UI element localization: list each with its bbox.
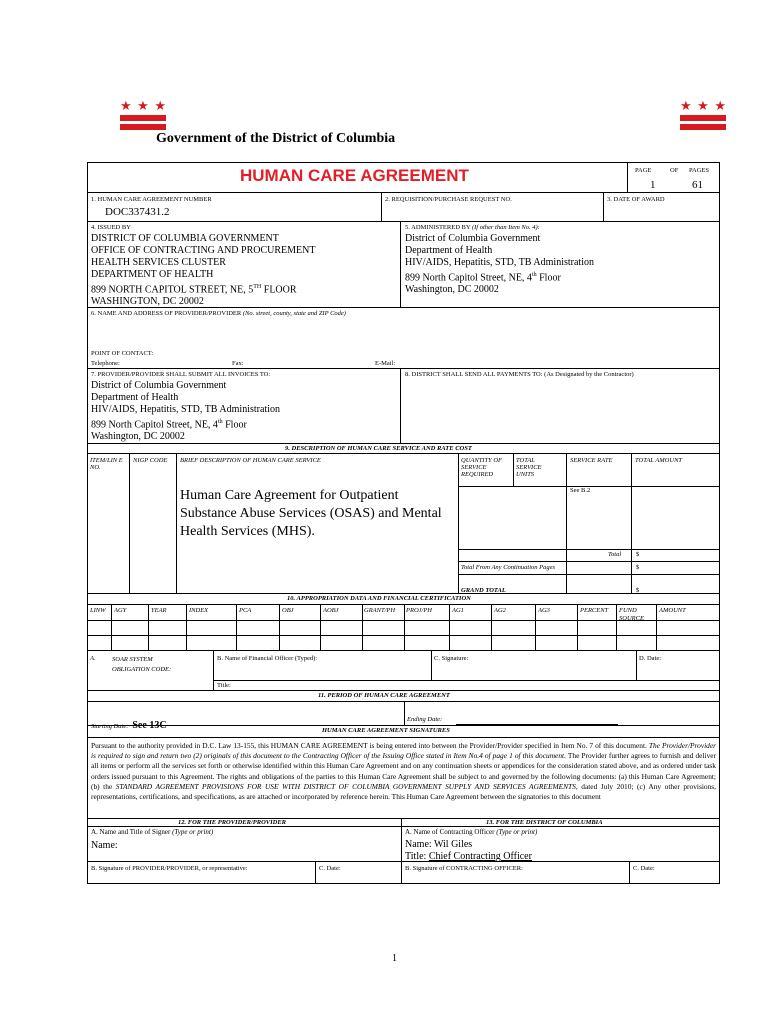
- continuation-label: Total From Any Continuation Pages: [461, 564, 556, 571]
- point-of-contact-label: POINT OF CONTACT:: [91, 350, 154, 357]
- section-11-title: 11. PERIOD OF HUMAN CARE AGREEMENT: [318, 692, 450, 699]
- col-quantity: QUANTITY OF SERVICE REQUIRED: [461, 457, 502, 478]
- form-title: HUMAN CARE AGREEMENT: [240, 166, 469, 185]
- ending-date-label: Ending Date:: [407, 716, 443, 723]
- page-label: PAGE: [635, 167, 652, 174]
- signatures-title: HUMAN CARE AGREEMENT SIGNATURES: [322, 727, 450, 734]
- field-2-label: 2. REQUISITION/PURCHASE REQUEST NO.: [385, 196, 512, 203]
- financial-title-label: Title:: [217, 682, 231, 689]
- provider-name-label: Name:: [91, 840, 118, 851]
- approp-col-linw: LINW: [90, 607, 106, 614]
- approp-col-fund-source: FUND SOURCE: [619, 607, 644, 622]
- contracting-officer-title: Title: Chief Contracting Officer: [405, 851, 532, 862]
- field-7-label: 7. PROVIDER/PROVIDER SHALL SUBMIT ALL INVOICES TO:: [91, 371, 271, 378]
- continuation-dollar: $: [636, 564, 640, 571]
- section-12-title: 12. FOR THE PROVIDER/PROVIDER: [178, 819, 286, 826]
- approp-col-year: YEAR: [151, 607, 167, 614]
- field-8-label: 8. DISTRICT SHALL SEND ALL PAYMENTS TO: (As Designated by the Contractor): [405, 371, 634, 378]
- starting-date: Starting Date: See 13C: [91, 720, 167, 731]
- soar-a-label: A.: [90, 655, 96, 662]
- approp-col-obj: OBJ: [282, 607, 294, 614]
- section-10-title: 10. APPROPRIATION DATA AND FINANCIAL CERTIFICATION: [287, 595, 471, 602]
- invoice-address-block: District of Columbia Government Department of Health HIV/AIDS, Hepatitis, STD, TB Administration 899 North Capitol Street, NE, 4th Floor Washington, DC 20002: [91, 380, 280, 443]
- grand-total-label: GRAND TOTAL: [461, 587, 506, 594]
- provider-signature-label: B. Signature of PROVIDER/PROVIDER, or representative:: [91, 865, 248, 872]
- provider-signer-label: A. Name and Title of Signer (Type or print): [91, 828, 214, 836]
- col-nigp-code: NIGP CODE: [133, 457, 168, 464]
- fax-label: Fax:: [232, 360, 244, 367]
- section-13-title: 13. FOR THE DISTRICT OF COLUMBIA: [486, 819, 603, 826]
- approp-col-ag1: AG1: [452, 607, 464, 614]
- approp-col-index: INDEX: [189, 607, 209, 614]
- dc-flag-left-icon: ★ ★ ★: [120, 100, 166, 136]
- col-total-amount: TOTAL AMOUNT: [635, 457, 683, 464]
- approp-col-percent: PERCENT: [580, 607, 609, 614]
- financial-date-label: D. Date:: [639, 655, 662, 662]
- field-3-label: 3. DATE OF AWARD: [607, 196, 665, 203]
- of-label: OF: [670, 167, 679, 174]
- col-total-units: TOTAL SERVICE UNITS: [516, 457, 542, 478]
- telephone-label: Telephone:: [91, 360, 120, 367]
- col-item-number: ITEM/LIN E NO.: [90, 457, 123, 471]
- email-label: E-Mail:: [375, 360, 396, 367]
- field-1-label: 1. HUMAN CARE AGREEMENT NUMBER: [91, 196, 212, 203]
- pages-total: 61: [692, 179, 703, 191]
- approp-col-amount: AMOUNT: [659, 607, 686, 614]
- approp-col-proj: PROJ/PH: [406, 607, 432, 614]
- approp-col-aobj: AOBJ: [323, 607, 339, 614]
- total-label: Total: [608, 551, 622, 558]
- authority-paragraph: Pursuant to the authority provided in D.C. Law 13-155, this HUMAN CARE AGREEMENT is being entered into between the Provider/Provider specified in Item No. 7 of this document. The Provider/Provider is required to sign and return two (2) originals of this document to the Contracting Officer of the Issuing Office stated in Item No.4 of page 1 of this document. The Provider further agrees to furnish and deliver all items or perform all the services set forth or otherwise identified within this Human Care Agreement and on any continuation sheets or appendices for the consideration stated above, and as ordered under task orders issued pursuant to this Agreement. The rights and obligations of the parties to this Human Care Agreement shall be subject to and governed by the following documents: (a) this Human Care Agreement; (b) the STANDARD AGREEMENT PROVISIONS FOR USE WITH DISTRICT OF COLUMBIA GOVERNMENT SUPPLY AND SERVICES AGREEMENTS, dated July 2010; (c) Any other provisions, representations, certifications, and specifications, as are attached or incorporated by reference herein. This Human Care Agreement between the signatories to this document: [91, 741, 717, 802]
- contracting-signature-label: B. Signature of CONTRACTING OFFICER:: [405, 865, 523, 872]
- footer-page-number: 1: [392, 953, 397, 964]
- grand-total-dollar: $: [636, 587, 640, 594]
- page-number: 1: [650, 179, 656, 191]
- service-rate-value: See B.2: [570, 487, 591, 494]
- financial-signature-label: C. Signature:: [434, 655, 469, 662]
- approp-col-agy: AGY: [114, 607, 127, 614]
- administered-by-block: District of Columbia Government Department of Health HIV/AIDS, Hepatitis, STD, TB Administration 899 North Capitol Street, NE, 4th Floor Washington, DC 20002: [405, 233, 594, 296]
- approp-col-grant: GRANT/PH: [364, 607, 396, 614]
- contracting-officer-label: A. Name of Contracting Officer (Type or print): [405, 828, 538, 836]
- financial-officer-label: B. Name of Financial Officer (Typed):: [217, 655, 318, 662]
- field-4-label: 4. ISSUED BY: [91, 224, 131, 231]
- col-description: BRIEF DESCRIPTION OF HUMAN CARE SERVICE: [180, 457, 321, 464]
- government-heading: Government of the District of Columbia: [156, 131, 396, 146]
- soar-obligation-code-label: SOAR SYSTEM OBLIGATION CODE:: [112, 656, 172, 673]
- field-6-label: 6. NAME AND ADDRESS OF PROVIDER/PROVIDER (No. street, county, state and ZIP Code): [91, 310, 346, 317]
- total-dollar: $: [636, 551, 640, 558]
- service-description: Human Care Agreement for Outpatient Substance Abuse Services (OSAS) and Mental Health Services (MHS).: [180, 488, 442, 539]
- pages-label: PAGES: [689, 167, 709, 174]
- district-date-label: C. Date:: [633, 865, 655, 872]
- approp-col-ag3: AG3: [538, 607, 550, 614]
- contracting-officer-name: Name: Wil Giles: [405, 839, 473, 850]
- issued-by-block: DISTRICT OF COLUMBIA GOVERNMENT OFFICE OF CONTRACTING AND PROCUREMENT HEALTH SERVICES CLUSTER DEPARTMENT OF HEALTH 899 NORTH CAPITOL STREET, NE, 5TH FLOOR WASHINGTON, DC 20002: [91, 233, 316, 308]
- col-service-rate: SERVICE RATE: [570, 457, 613, 464]
- dc-flag-right-icon: ★ ★ ★: [680, 100, 726, 136]
- field-5-label: 5. ADMINISTERED BY (If other than Item No. 4):: [405, 224, 540, 231]
- section-9-title: 9. DESCRIPTION OF HUMAN CARE SERVICE AND RATE COST: [285, 445, 472, 452]
- approp-col-ag2: AG2: [494, 607, 506, 614]
- agreement-number: DOC337431.2: [105, 206, 170, 218]
- approp-col-pca: PCA: [239, 607, 252, 614]
- provider-date-label: C. Date:: [319, 865, 341, 872]
